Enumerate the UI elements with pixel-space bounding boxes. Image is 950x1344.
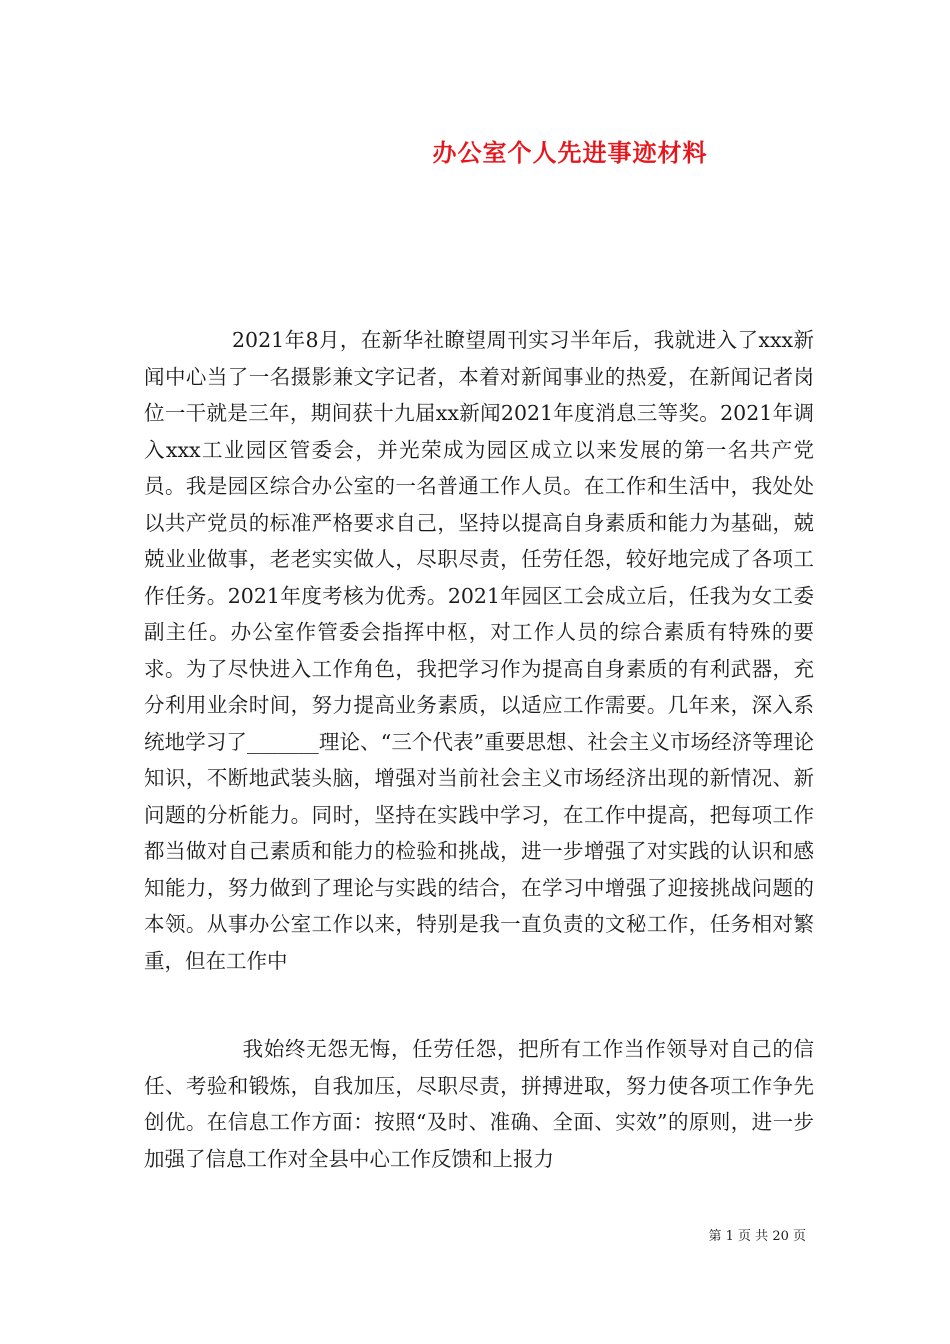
body-paragraph-2 <box>144 1031 814 1177</box>
paragraph-text: 2021年8月，在新华社瞭望周刊实习半年后，我就进入了xxx新闻中心当了一名摄影兼文字记者，本着对新闻事业的热爱，在新闻记者岗位一干就是三年，期间获十九届xx新闻2021年度消息三等奖。2021年调入xxx工业园区管委会，并光荣成为园区成立以来发展的第一名共产党员。我是园区综合办公室的一名普通工作人员。在工作和生活中，我处处以共产党员的标准严格要求自己，坚持以提高自身素质和能力为基础，兢兢业业做事，老老实实做人，尽职尽责，任劳任怨，较好地完成了各项工作任务。2021年度考核为优秀。2021年园区工会成立后，任我为女工委副主任。办公室作管委会指挥中枢，对工作人员的综合素质有特殊的要求。为了尽快进入工作角色，我把学习作为提高自身素质的有利武器，充分利用业余时间，努力提高业务素质，以适应工作需要。几年来，深入系统地学习了_______理论、“三个代表”重要思想、社会主义市场经济等理论知识，不断地武装头脑，增强对当前社会主义市场经济出现的新情况、新问题的分析能力。同时，坚持在实践中学习，在工作中提高，把每项工作都当做对自己素质和能力的检验和挑战，进一步增强了对实践的认识和感知能力，努力做到了理论与实践的结合，在学习中增强了迎接挑战问题的本领。从事办公室工作以来，特别是我一直负责的文秘工作，任务相对繁重，但在工作中 <box>144 328 814 973</box>
body-paragraph-1 <box>144 322 814 979</box>
page-number-footer: 第 1 页 共 20 页 <box>708 1229 806 1244</box>
document-title-text: 办公室个人先进事迹材料 <box>432 138 708 167</box>
document-title <box>0 133 950 168</box>
paragraph-text: 我始终无怨无悔，任劳任怨，把所有工作当作领导对自己的信任、考验和锻炼，自我加压，尽职尽责，拼搏进取，努力使各项工作争先创优。在信息工作方面：按照“及时、准确、全面、实效”的原则，进一步加强了信息工作对全县中心工作反馈和上报力 <box>144 1037 814 1171</box>
